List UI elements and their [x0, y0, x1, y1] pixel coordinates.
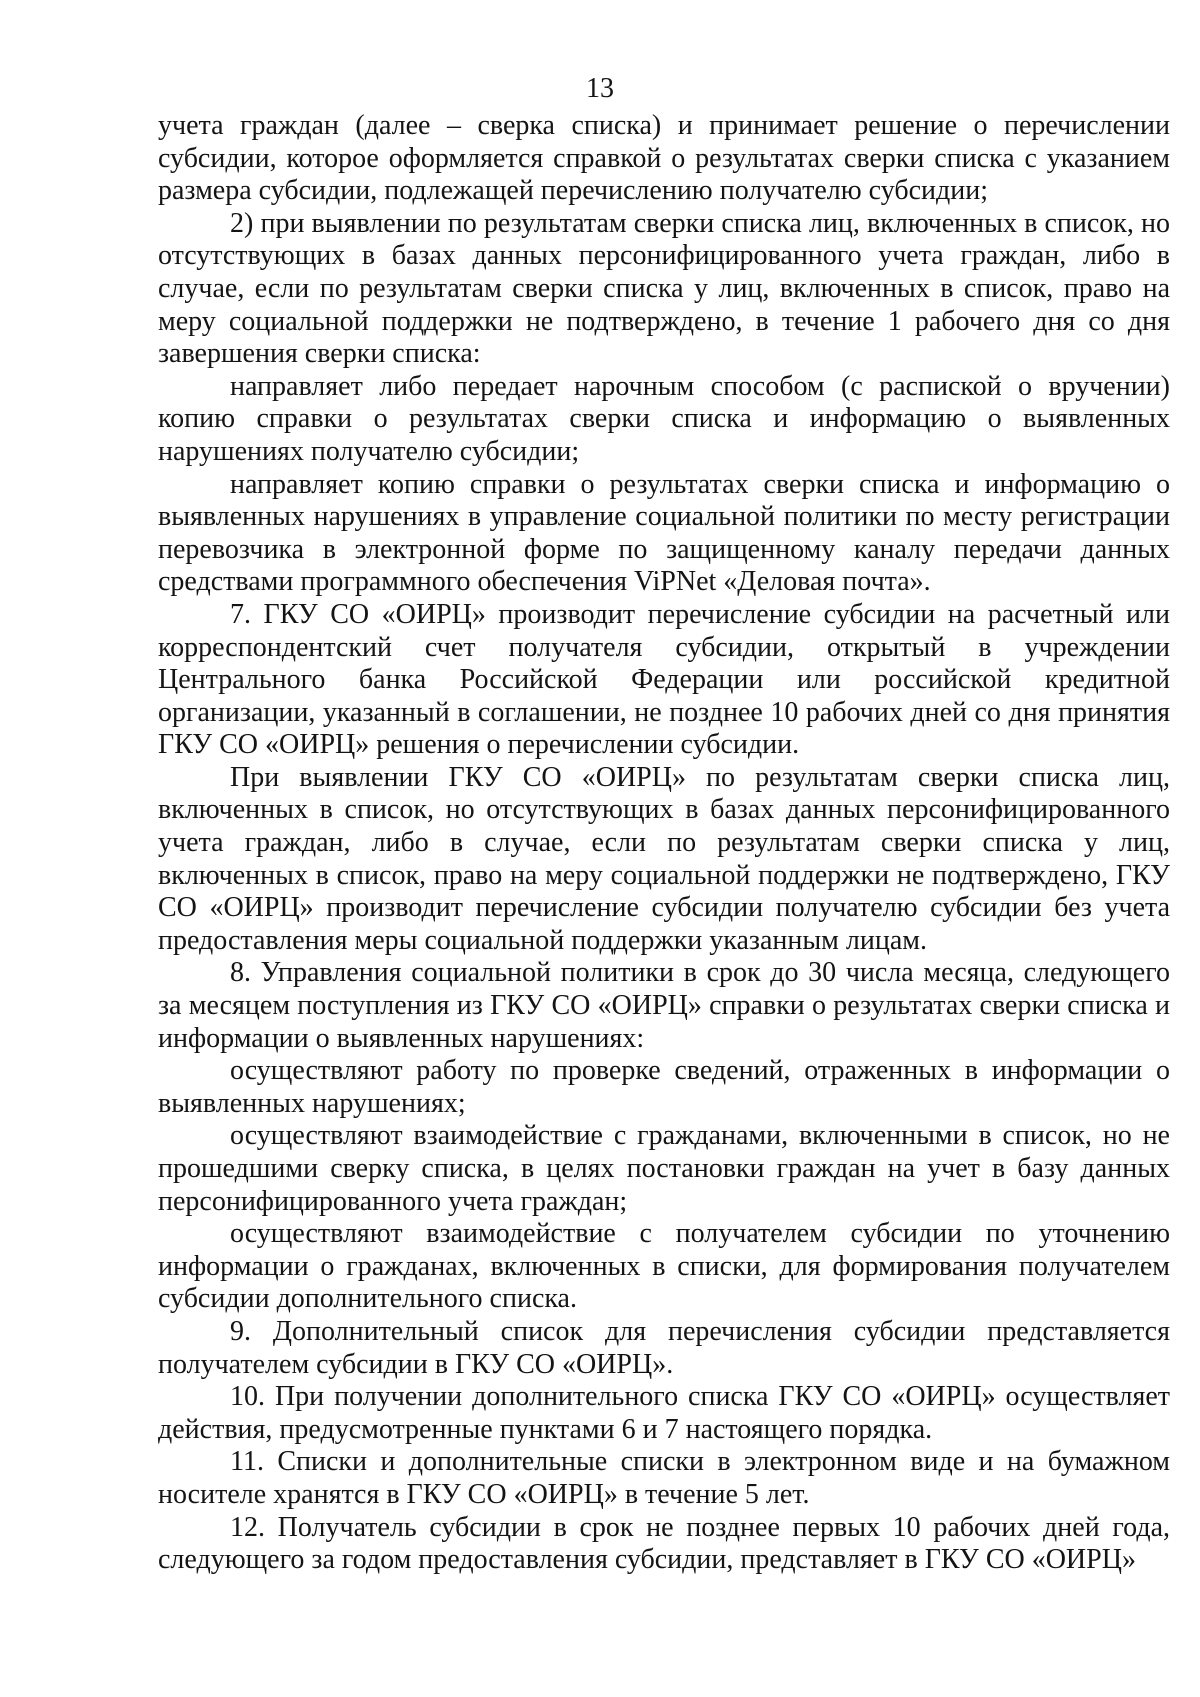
page-number: 13 — [586, 73, 614, 104]
paragraph-item-8-recipient: осуществляют взаимодействие с получателем субсидии по уточнению информации о гражданах, включенных в списки, для формирования получателем субсидии дополнительного списка. — [158, 1218, 1170, 1315]
paragraph-item-8-citizens: осуществляют взаимодействие с гражданами, включенными в список, но не прошедшими сверку списка, в целях постановки граждан на учет в базу данных персонифицированного учета граждан; — [158, 1120, 1170, 1217]
paragraph-item-8-check: осуществляют работу по проверке сведений, отраженных в информации о выявленных нарушениях; — [158, 1055, 1170, 1119]
paragraph-item-10: 10. При получении дополнительного списка ГКУ СО «ОИРЦ» осуществляет действия, предусмотренные пунктами 6 и 7 настоящего порядка. — [158, 1381, 1170, 1445]
paragraph-item-7: 7. ГКУ СО «ОИРЦ» производит перечисление субсидии на расчетный или корреспондентский счет получателя субсидии, открытый в учреждении Центрального банка Российской Федерации или российской кредитной организации, указанный в соглашении, не позднее 10 рабочих дней со дня принятия ГКУ СО «ОИРЦ» решения о перечислении субсидии. — [158, 598, 1170, 761]
paragraph-item-8: 8. Управления социальной политики в срок до 30 числа месяца, следующего за месяцем поступления из ГКУ СО «ОИРЦ» справки о результатах сверки списка и информации о выявленных нарушениях: — [158, 957, 1170, 1054]
paragraph-item-11: 11. Списки и дополнительные списки в электронном виде и на бумажном носителе хранятся в ГКУ СО «ОИРЦ» в течение 5 лет. — [158, 1446, 1170, 1510]
paragraph-item-9: 9. Дополнительный список для перечисления субсидии представляется получателем субсидии в ГКУ СО «ОИРЦ». — [158, 1315, 1170, 1380]
document-body — [158, 110, 1170, 1577]
paragraph-action-hand-delivery: направляет либо передает нарочным способом (с распиской о вручении) копию справки о результатах сверки списка и информацию о выявленных нарушениях получателю субсидии; — [158, 370, 1170, 467]
paragraph-item-7-detail: При выявлении ГКУ СО «ОИРЦ» по результатам сверки списка лиц, включенных в список, но отсутствующих в базах данных персонифицированного учета граждан, либо в случае, если по результатам сверки списка у лиц, включенных в список, право на меру социальной поддержки не подтверждено, ГКУ СО «ОИРЦ» производит перечисление субсидии получателю субсидии без учета предоставления меры социальной поддержки указанным лицам. — [158, 761, 1170, 956]
paragraph-continuation: учета граждан (далее – сверка списка) и принимает решение о перечислении субсидии, которое оформляется справкой о результатах сверки списка с указанием размера субсидии, подлежащей перечислению получателю субсидии; — [158, 110, 1170, 207]
paragraph-item-12: 12. Получатель субсидии в срок не позднее первых 10 рабочих дней года, следующего за годом предоставления субсидии, представляет в ГКУ СО «ОИРЦ» — [158, 1511, 1170, 1576]
paragraph-item-2: 2) при выявлении по результатам сверки списка лиц, включенных в список, но отсутствующих в базах данных персонифицированного учета граждан, либо в случае, если по результатам сверки списка у лиц, включенных в список, право на меру социальной поддержки не подтверждено, в течение 1 рабочего дня со дня завершения сверки списка: — [158, 207, 1170, 370]
paragraph-action-electronic-send: направляет копию справки о результатах сверки списка и информацию о выявленных нарушениях в управление социальной политики по месту регистрации перевозчика в электронной форме по защищенному каналу передачи данных средствами программного обеспечения ViPNet «Деловая почта». — [158, 468, 1170, 598]
